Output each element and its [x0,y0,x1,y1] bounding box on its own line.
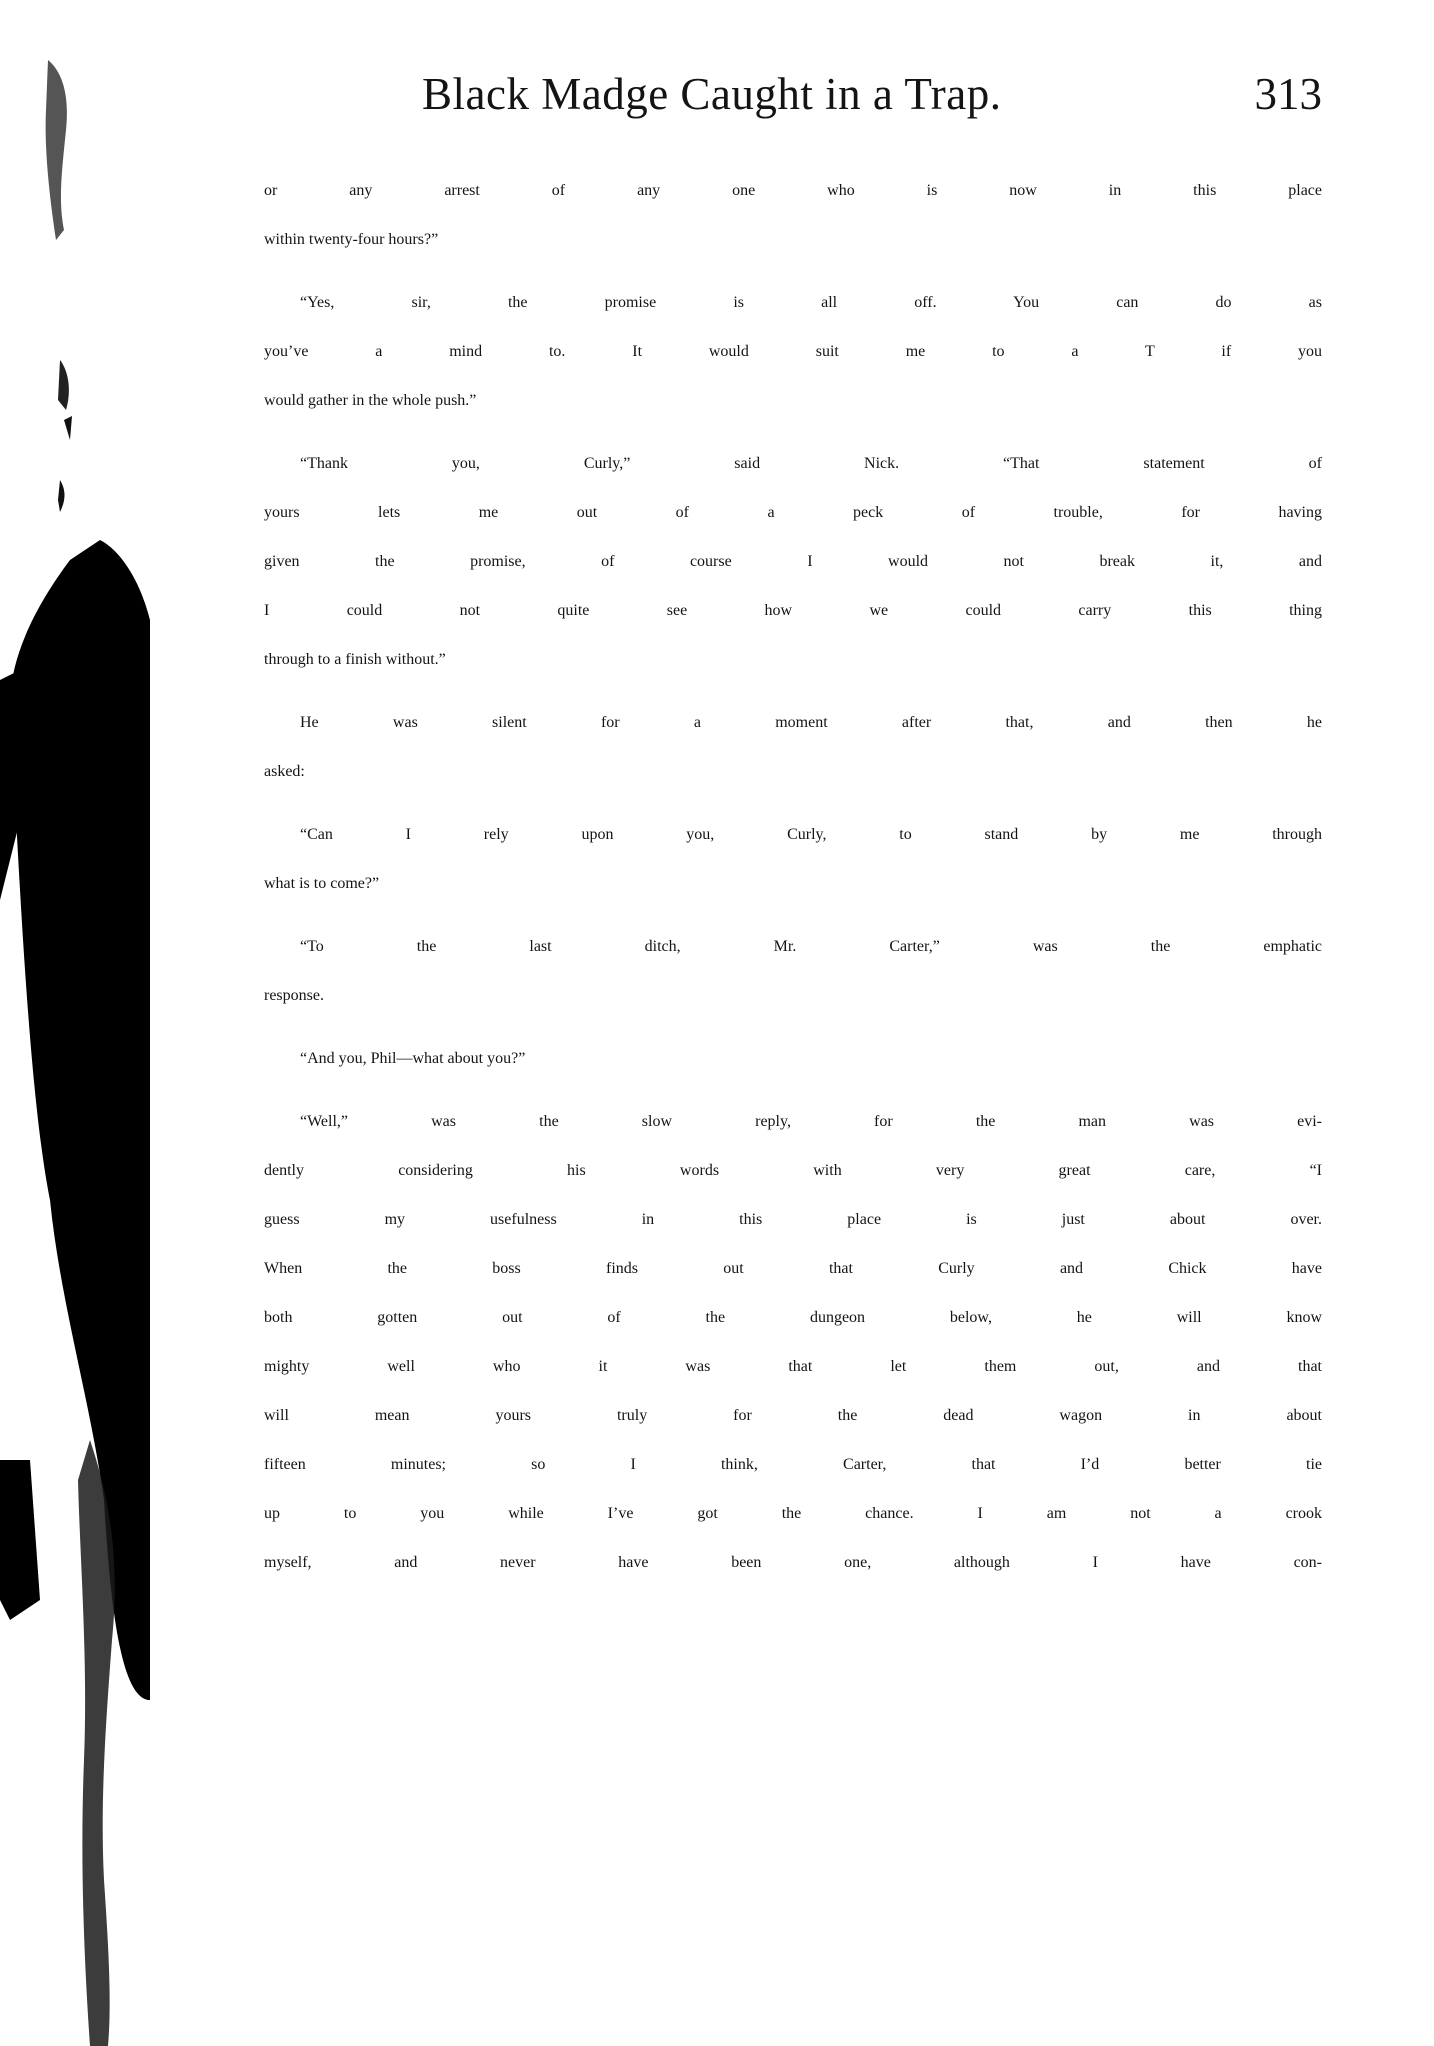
text-line: response. [264,987,324,1004]
text-line: what is to come?” [264,875,380,892]
text-line: “Thank you, Curly,” said Nick. “That statement of [300,455,1322,472]
running-title: Black Madge Caught in a Trap. [422,69,1002,119]
text-line: “Can I rely upon you, Curly, to stand by me through [300,826,1322,843]
page-number: 313 [1254,69,1322,119]
text-line: you’ve a mind to. It would suit me to a T if you [264,343,1322,360]
text-line: When the boss finds out that Curly and Chick have [264,1260,1322,1277]
text-line: “Well,” was the slow reply, for the man was evi- [300,1113,1322,1130]
text-line: given the promise, of course I would not break it, and [264,553,1322,570]
text-line: myself, and never have been one, although I have con- [264,1554,1322,1571]
text-line: through to a finish without.” [264,651,446,668]
text-line: fifteen minutes; so I think, Carter, that I’d better tie [264,1456,1322,1473]
text-line: up to you while I’ve got the chance. I am not a crook [264,1505,1322,1522]
text-line: guess my usefulness in this place is just about over. [264,1211,1322,1228]
text-line: will mean yours truly for the dead wagon in about [264,1407,1322,1424]
text-line: or any arrest of any one who is now in this place [264,182,1322,199]
text-line: “To the last ditch, Mr. Carter,” was the emphatic [300,938,1322,955]
scanned-binding-edge [0,0,200,2046]
text-line: dently considering his words with very great care, “I [264,1162,1322,1179]
text-line: both gotten out of the dungeon below, he will know [264,1309,1322,1326]
text-line: I could not quite see how we could carry this thing [264,602,1322,619]
text-line: within twenty-four hours?” [264,231,439,248]
text-line: “Yes, sir, the promise is all off. You can do as [300,294,1322,311]
text-line: mighty well who it was that let them out, and that [264,1358,1322,1375]
text-line: asked: [264,763,305,780]
text-line: He was silent for a moment after that, and then he [300,714,1322,731]
text-line: would gather in the whole push.” [264,392,477,409]
text-line: yours lets me out of a peck of trouble, for having [264,504,1322,521]
running-head [262,68,1322,138]
text-line: “And you, Phil—what about you?” [300,1050,526,1067]
